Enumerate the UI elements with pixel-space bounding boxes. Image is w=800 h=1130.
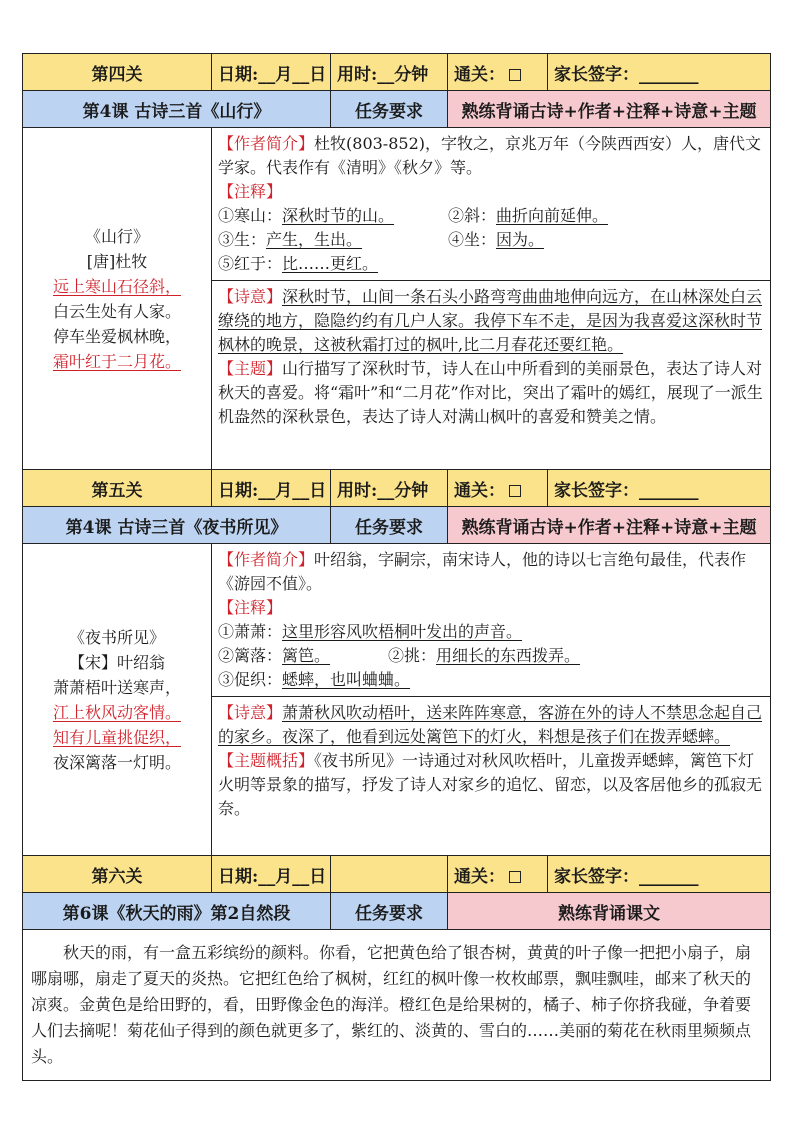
task-text: 熟练背诵古诗+作者+注释+诗意+主题 xyxy=(448,507,771,544)
date-field[interactable]: 日期:__月__日 xyxy=(212,470,331,507)
recitation-passage: 秋天的雨，有一盒五彩缤纷的颜料。你看，它把黄色给了银杏树，黄黄的叶子像一把把小扇子，扇哪扇哪，扇走了夏天的炎热。它把红色给了枫树，红红的枫叶像一枚枚邮票，飘哇飘哇，邮来了秋天的凉爽。金黄色是给田野的，看，田野像金色的海洋。橙红色是给果树的，橘子、柿子你挤我碰，争着要人们去摘呢！菊花仙子得到的颜色就更多了，紫红的、淡黄的、雪白的……美丽的菊花在秋雨里频频点头。 xyxy=(23,930,771,1081)
theme-tag: 【主题】 xyxy=(218,359,283,378)
worksheet xyxy=(22,53,770,1081)
note-def: 深秋时节的山。 xyxy=(282,206,395,225)
meaning xyxy=(218,701,764,749)
note-term: ①萧萧： xyxy=(218,622,283,641)
pass-checkbox[interactable] xyxy=(509,485,521,497)
pass-label: 通关： xyxy=(454,64,505,85)
date-field[interactable]: 日期:__月__日 xyxy=(212,54,331,91)
level-label: 第四关 xyxy=(23,54,212,91)
level-label: 第五关 xyxy=(23,470,212,507)
theme xyxy=(218,357,764,429)
author-intro xyxy=(218,132,764,180)
time-field[interactable]: 用时:__分钟 xyxy=(331,470,448,507)
note-term: ⑤红于： xyxy=(218,254,283,273)
note-def: 比……更红。 xyxy=(282,254,379,273)
meaning-text: 深秋时节，山间一条石头小路弯弯曲曲地伸向远方，在山林深处白云缭绕的地方，隐隐约约有几户人家。我停下车不走，是因为我喜爱这深秋时节枫林的晚景，这被秋霜打过的枫叶,比二月春花还要红艳。 xyxy=(218,287,763,354)
lesson-title: 第6课《秋天的雨》第2自然段 xyxy=(23,893,331,930)
worksheet-table xyxy=(22,53,771,1081)
task-label: 任务要求 xyxy=(331,507,448,544)
notes-tag: 【注释】 xyxy=(218,182,283,201)
pass-checkbox[interactable] xyxy=(509,871,521,883)
date-field[interactable]: 日期:__月__日 xyxy=(212,856,331,893)
poem-line: 萧萧梧叶送寒声， xyxy=(52,677,181,697)
poem-line: 远上寒山石径斜， xyxy=(52,276,181,296)
note-def: 这里形容风吹梧桐叶发出的声音。 xyxy=(282,622,523,641)
theme xyxy=(218,749,764,821)
pass-label: 通关： xyxy=(454,866,505,887)
meaning-tag: 【诗意】 xyxy=(218,287,283,306)
poem-line: 白云生处有人家。 xyxy=(52,301,181,321)
pass-field[interactable] xyxy=(448,470,548,507)
task-label: 任务要求 xyxy=(331,91,448,128)
author-text: 杜牧(803-852)，字牧之，京兆万年（今陕西西安）人，唐代文学家。代表作有《清明》《秋夕》等。 xyxy=(218,134,761,177)
time-field-empty xyxy=(331,856,448,893)
note-term: ②篱落： xyxy=(218,646,283,665)
poem-cell xyxy=(23,544,212,856)
note-row xyxy=(218,228,764,252)
pass-label: 通关： xyxy=(454,480,505,501)
note-row xyxy=(218,668,764,692)
parent-sign-field[interactable]: 家长签字：_______ xyxy=(548,54,771,91)
note-def: 曲折向前延伸。 xyxy=(496,206,609,225)
note-term: ②挑： xyxy=(388,646,437,665)
poem-line: 知有儿童挑促织， xyxy=(52,727,181,747)
parent-sign-field[interactable]: 家长签字：_______ xyxy=(548,856,771,893)
theme-tag: 【主题概括】 xyxy=(218,751,315,770)
author-tag: 【作者简介】 xyxy=(218,134,315,153)
note-term: ④坐： xyxy=(448,230,497,249)
poem-cell xyxy=(23,128,212,470)
note-term: ③生： xyxy=(218,230,267,249)
lesson-title: 第4课 古诗三首《夜书所见》 xyxy=(23,507,331,544)
note-def: 产生，生出。 xyxy=(266,230,363,249)
note-term: ②斜： xyxy=(448,206,497,225)
poem-author: 【宋】叶绍翁 xyxy=(68,652,165,672)
task-text: 熟练背诵古诗+作者+注释+诗意+主题 xyxy=(448,91,771,128)
parent-sign-field[interactable]: 家长签字：_______ xyxy=(548,470,771,507)
note-def: 蟋蟀，也叫蛐蛐。 xyxy=(282,670,411,689)
meaning xyxy=(218,285,764,357)
note-row xyxy=(218,620,764,644)
time-field[interactable]: 用时:__分钟 xyxy=(331,54,448,91)
notes-cell xyxy=(212,544,771,697)
notes-tag: 【注释】 xyxy=(218,598,283,617)
poem-title: 《夜书所见》 xyxy=(68,627,165,647)
note-def: 因为。 xyxy=(496,230,545,249)
note-row xyxy=(218,204,764,228)
note-def: 篱笆。 xyxy=(282,646,331,665)
level-label: 第六关 xyxy=(23,856,212,893)
meaning-cell xyxy=(212,697,771,856)
poem-line: 霜叶红于二月花。 xyxy=(52,351,181,371)
task-label: 任务要求 xyxy=(331,893,448,930)
theme-text: 山行描写了深秋时节，诗人在山中所看到的美丽景色，表达了诗人对秋天的喜爱。将“霜叶”和“二月花”作对比，突出了霜叶的嫣红，展现了一派生机盎然的深秋景色，表达了诗人对满山枫叶的喜爱和赞美之情。 xyxy=(218,359,763,426)
note-row xyxy=(218,252,764,276)
note-term: ①寒山： xyxy=(218,206,283,225)
task-text: 熟练背诵课文 xyxy=(448,893,771,930)
theme-text: 《夜书所见》一诗通过对秋风吹梧叶，儿童拨弄蟋蟀，篱笆下灯火明等景象的描写，抒发了诗人对家乡的追忆、留恋，以及客居他乡的孤寂无奈。 xyxy=(218,751,763,818)
meaning-cell xyxy=(212,281,771,470)
pass-field[interactable] xyxy=(448,856,548,893)
author-text: 叶绍翁，字嗣宗，南宋诗人，他的诗以七言绝句最佳，代表作《游园不值》。 xyxy=(218,550,747,593)
poem-line: 夜深篱落一灯明。 xyxy=(52,752,181,772)
pass-checkbox[interactable] xyxy=(509,69,521,81)
meaning-tag: 【诗意】 xyxy=(218,703,283,722)
note-def: 用细长的东西拨弄。 xyxy=(436,646,581,665)
author-intro xyxy=(218,548,764,596)
poem-author: [唐]杜牧 xyxy=(86,251,148,271)
poem-line: 停车坐爱枫林晚， xyxy=(52,326,181,346)
lesson-title: 第4课 古诗三首《山行》 xyxy=(23,91,331,128)
notes-cell xyxy=(212,128,771,281)
poem-line: 江上秋风动客情。 xyxy=(52,702,181,722)
pass-field[interactable] xyxy=(448,54,548,91)
note-row xyxy=(218,644,764,668)
poem-title: 《山行》 xyxy=(84,226,149,246)
author-tag: 【作者简介】 xyxy=(218,550,315,569)
meaning-text: 萧萧秋风吹动梧叶，送来阵阵寒意，客游在外的诗人不禁思念起自己的家乡。夜深了，他看到远处篱笆下的灯火，料想是孩子们在拨弄蟋蟀。 xyxy=(218,703,763,746)
note-term: ③促织： xyxy=(218,670,283,689)
